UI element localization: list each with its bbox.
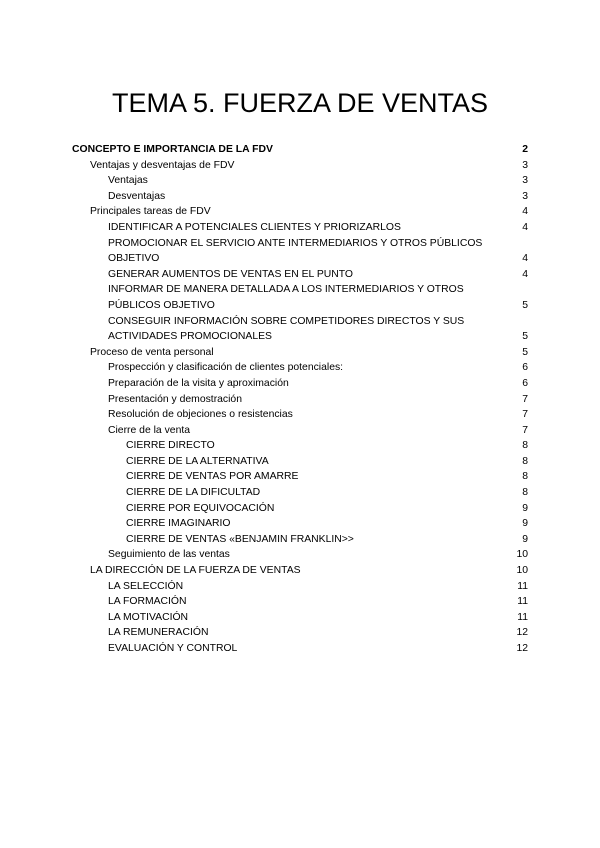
toc-entry[interactable]: [72, 501, 528, 517]
toc-entry-page-number: 4: [522, 268, 528, 280]
toc-entry-label: CIERRE DE VENTAS POR AMARRE: [126, 471, 299, 483]
toc-entry-label: Prospección y clasificación de clientes potenciales:: [108, 362, 344, 374]
toc-entry-label: CIERRE DE LA ALTERNATIVA: [126, 455, 269, 467]
toc-entry-page-number: 8: [522, 471, 528, 483]
toc-entry[interactable]: [72, 142, 528, 158]
toc-entry-label: Cierre de la venta: [108, 424, 191, 436]
toc-entry-page-number: 5: [522, 299, 528, 311]
toc-entry[interactable]: [72, 407, 528, 423]
toc-entry[interactable]: [72, 267, 528, 283]
toc-entry-page-number: 9: [522, 518, 528, 530]
toc-entry-page-number: 5: [522, 331, 528, 343]
toc-entry-label: LA REMUNERACIÓN: [108, 627, 209, 639]
toc-entry-label: Ventajas: [108, 175, 148, 187]
toc-entry[interactable]: [72, 236, 528, 267]
toc-entry-page-number: 12: [516, 643, 528, 654]
toc-entry-label: Seguimiento de las ventas: [108, 549, 230, 561]
toc-entry[interactable]: [72, 376, 528, 392]
toc-entry[interactable]: [72, 469, 528, 485]
toc-entry[interactable]: [72, 641, 528, 657]
toc-entry-page-number: 6: [522, 377, 528, 389]
toc-entry-label: CIERRE IMAGINARIO: [126, 518, 231, 530]
toc-entry-label: EVALUACIÓN Y CONTROL: [108, 643, 238, 654]
toc-entry[interactable]: [72, 594, 528, 610]
toc-entry-page-number: 8: [522, 487, 528, 499]
toc-entry-label: CIERRE DE VENTAS «BENJAMIN FRANKLIN>>: [126, 533, 354, 545]
toc-entry[interactable]: [72, 625, 528, 641]
toc-entry-page-number: 10: [516, 549, 528, 561]
toc-entry-page-number: 6: [522, 362, 528, 374]
toc-entry-label: Principales tareas de FDV: [90, 206, 211, 218]
toc-entry-label: CIERRE POR EQUIVOCACIÓN: [126, 502, 275, 514]
toc-entry[interactable]: [72, 563, 528, 579]
toc-entry[interactable]: [72, 485, 528, 501]
toc-entry-page-number: 12: [516, 627, 528, 639]
toc-entry-label: Resolución de objeciones o resistencias: [108, 409, 293, 421]
toc-entry-label: Ventajas y desventajas de FDV: [90, 159, 235, 171]
toc-entry[interactable]: [72, 189, 528, 205]
toc-entry-label: CIERRE DE LA DIFICULTAD: [126, 487, 261, 499]
toc-entry-page-number: 9: [522, 533, 528, 545]
toc-entry[interactable]: [72, 158, 528, 174]
toc-entry-page-number: 4: [522, 221, 528, 233]
toc-entry[interactable]: [72, 204, 528, 220]
toc-entry-page-number: 11: [517, 580, 528, 592]
toc-entry-label: LA FORMACIÓN: [108, 596, 187, 608]
toc-entry-page-number: 8: [522, 440, 528, 452]
toc-entry[interactable]: [72, 220, 528, 236]
toc-entry[interactable]: [72, 173, 528, 189]
toc-entry-page-number: 3: [522, 190, 528, 202]
toc-entry-label: Proceso de venta personal: [90, 346, 214, 358]
toc-entry[interactable]: [72, 345, 528, 361]
toc-entry-page-number: 4: [522, 253, 528, 265]
toc-entry[interactable]: [72, 360, 528, 376]
toc-entry-label: Presentación y demostración: [108, 393, 242, 405]
toc-entry-label: IDENTIFICAR A POTENCIALES CLIENTES Y PRIORIZARLOS: [108, 221, 401, 233]
toc-entry-page-number: 7: [522, 409, 528, 421]
toc-entry[interactable]: [72, 532, 528, 548]
toc-entry-label: PROMOCIONAR EL SERVICIO ANTE INTERMEDIARIOS Y OTROS PÚBLICOS OBJETIVO: [108, 237, 483, 265]
toc-entry-label: LA MOTIVACIÓN: [108, 611, 189, 623]
toc-entry-label: LA DIRECCIÓN DE LA FUERZA DE VENTAS: [90, 565, 301, 577]
toc-entry-page-number: 2: [522, 144, 528, 155]
toc-entry[interactable]: [72, 282, 528, 313]
toc-entry-label: CONCEPTO E IMPORTANCIA DE LA FDV: [72, 144, 273, 155]
toc-entry[interactable]: [72, 423, 528, 439]
toc-entry-label: GENERAR AUMENTOS DE VENTAS EN EL PUNTO: [108, 268, 353, 280]
toc-entry-label: CONSEGUIR INFORMACIÓN SOBRE COMPETIDORES DIRECTOS Y SUS ACTIVIDADES PROMOCIONALES: [108, 315, 465, 343]
toc-entry-page-number: 3: [522, 175, 528, 187]
toc-entry[interactable]: [72, 454, 528, 470]
toc-entry-page-number: 7: [522, 424, 528, 436]
toc-entry[interactable]: [72, 392, 528, 408]
toc-entry-page-number: 11: [517, 611, 528, 623]
toc-entry[interactable]: [72, 610, 528, 626]
toc-entry-label: INFORMAR DE MANERA DETALLADA A LOS INTERMEDIARIOS Y OTROS PÚBLICOS OBJETIVO: [108, 284, 464, 311]
toc-entry[interactable]: [72, 314, 528, 345]
toc-entry-page-number: 3: [522, 159, 528, 171]
table-of-contents: [72, 142, 528, 657]
toc-entry-page-number: 7: [522, 393, 528, 405]
page-title: TEMA 5. FUERZA DE VENTAS: [111, 88, 489, 119]
toc-entry-page-number: 10: [516, 565, 528, 577]
toc-entry-label: Desventajas: [108, 190, 166, 202]
toc-entry-label: LA SELECCIÓN: [108, 580, 184, 592]
toc-entry[interactable]: [72, 438, 528, 454]
toc-entry[interactable]: [72, 579, 528, 595]
toc-entry-page-number: 5: [522, 346, 528, 358]
toc-entry-page-number: 4: [522, 206, 528, 218]
toc-entry-label: Preparación de la visita y aproximación: [108, 377, 289, 389]
toc-entry-label: CIERRE DIRECTO: [126, 440, 215, 452]
toc-entry[interactable]: [72, 516, 528, 532]
toc-entry-page-number: 9: [522, 502, 528, 514]
toc-entry[interactable]: [72, 547, 528, 563]
toc-entry-page-number: 8: [522, 455, 528, 467]
toc-entry-page-number: 11: [517, 596, 528, 608]
